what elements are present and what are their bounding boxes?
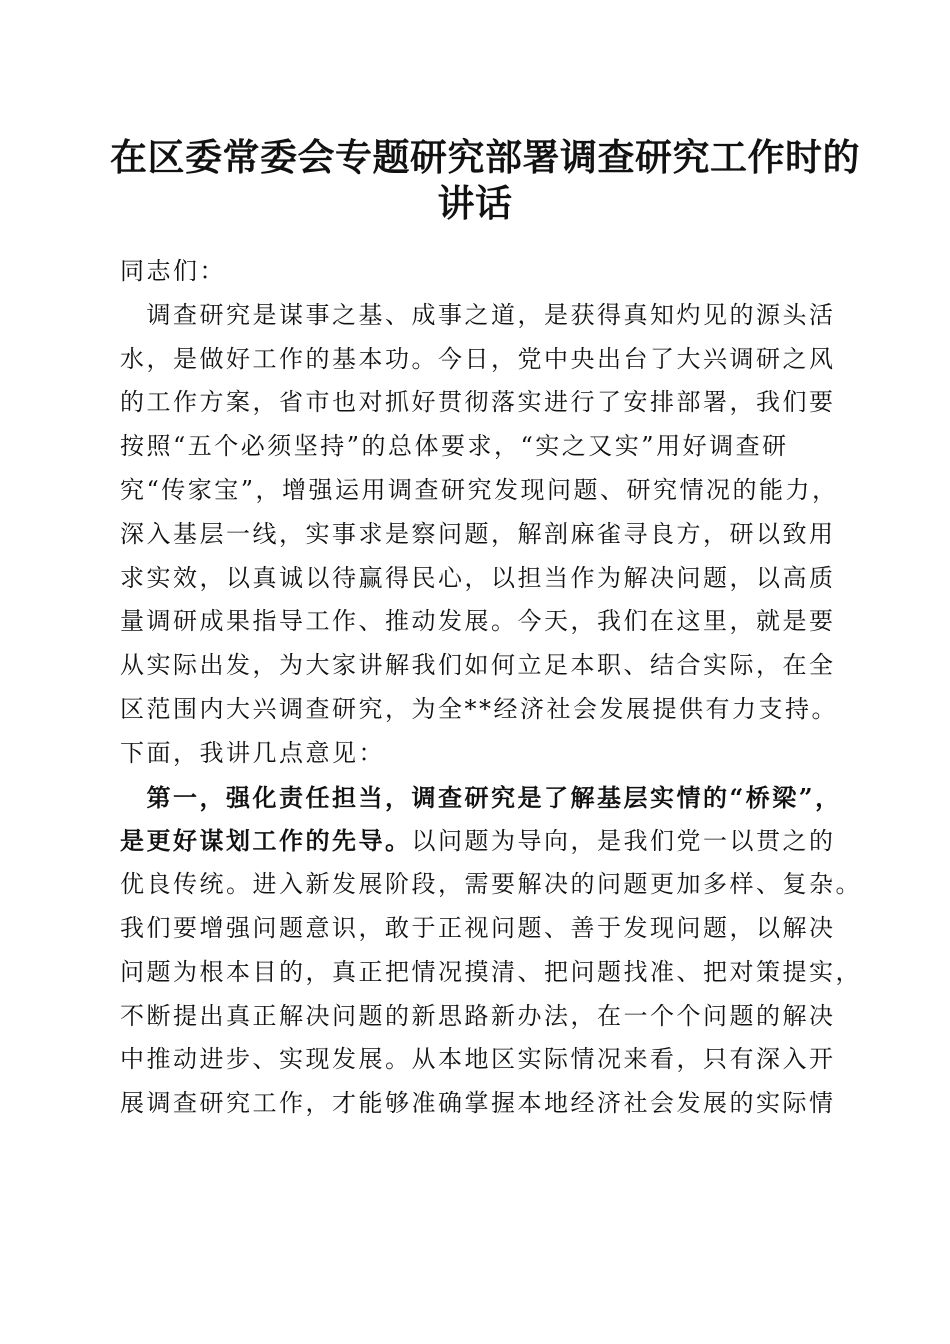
paragraph-line: 下面，我讲几点意见： <box>120 738 385 767</box>
paragraph-line-tail: 以问题为导向，是我们党一以贯之的 <box>411 827 836 856</box>
paragraph-line: 求实效，以真诚以待赢得民心，以担当作为解决问题，以高质 <box>120 563 836 592</box>
paragraph-line: 优良传统。进入新发展阶段，需要解决的问题更加多样、复杂。 <box>120 870 862 899</box>
document-title <box>110 134 860 226</box>
paragraph-first-point <box>120 776 862 1126</box>
title-line-2: 讲话 <box>437 181 513 225</box>
paragraph-line: 不断提出真正解决问题的新思路新办法，在一个个问题的解决 <box>120 1001 836 1030</box>
paragraph-line: 区范围内大兴调查研究，为全**经济社会发展提供有力支持。 <box>120 694 838 723</box>
section-heading-tail: 是更好谋划工作的先导。 <box>120 826 412 856</box>
paragraph-line: 量调研成果指导工作、推动发展。今天，我们在这里，就是要 <box>120 607 836 636</box>
paragraph-line: 按照“五个必须坚持”的总体要求，“实之又实”用好调查研 <box>120 432 789 461</box>
paragraph-line: 水，是做好工作的基本功。今日，党中央出台了大兴调研之风 <box>120 344 836 373</box>
paragraph-line: 究“传家宝”，增强运用调查研究发现问题、研究情况的能力， <box>120 475 839 504</box>
paragraph-line: 我们要增强问题意识，敢于正视问题、善于发现问题，以解决 <box>120 913 836 942</box>
document-body <box>120 250 862 1126</box>
paragraph-line: 中推动进步、实现发展。从本地区实际情况来看，只有深入开 <box>120 1045 836 1074</box>
paragraph-line: 深入基层一线，实事求是察问题，解剖麻雀寻良方，研以致用 <box>120 519 836 548</box>
paragraph-line: 问题为根本目的，真正把情况摸清、把问题找准、把对策提实， <box>120 957 862 986</box>
salutation: 同志们： <box>120 257 226 285</box>
paragraph-line: 调查研究是谋事之基、成事之道，是获得真知灼见的源头活 <box>120 300 836 329</box>
paragraph-intro <box>120 294 839 776</box>
section-heading-line-2 <box>120 819 835 863</box>
section-heading-line-1: 第一，强化责任担当，调查研究是了解基层实情的“桥梁”， <box>120 782 842 812</box>
paragraph-line: 的工作方案，省市也对抓好贯彻落实进行了安排部署，我们要 <box>120 388 836 417</box>
paragraph-line: 从实际出发，为大家讲解我们如何立足本职、结合实际，在全 <box>120 651 836 680</box>
paragraph-line: 展调查研究工作，才能够准确掌握本地经济社会发展的实际情 <box>120 1089 836 1118</box>
title-line-1: 在区委常委会专题研究部署调查研究工作时的 <box>110 135 860 179</box>
